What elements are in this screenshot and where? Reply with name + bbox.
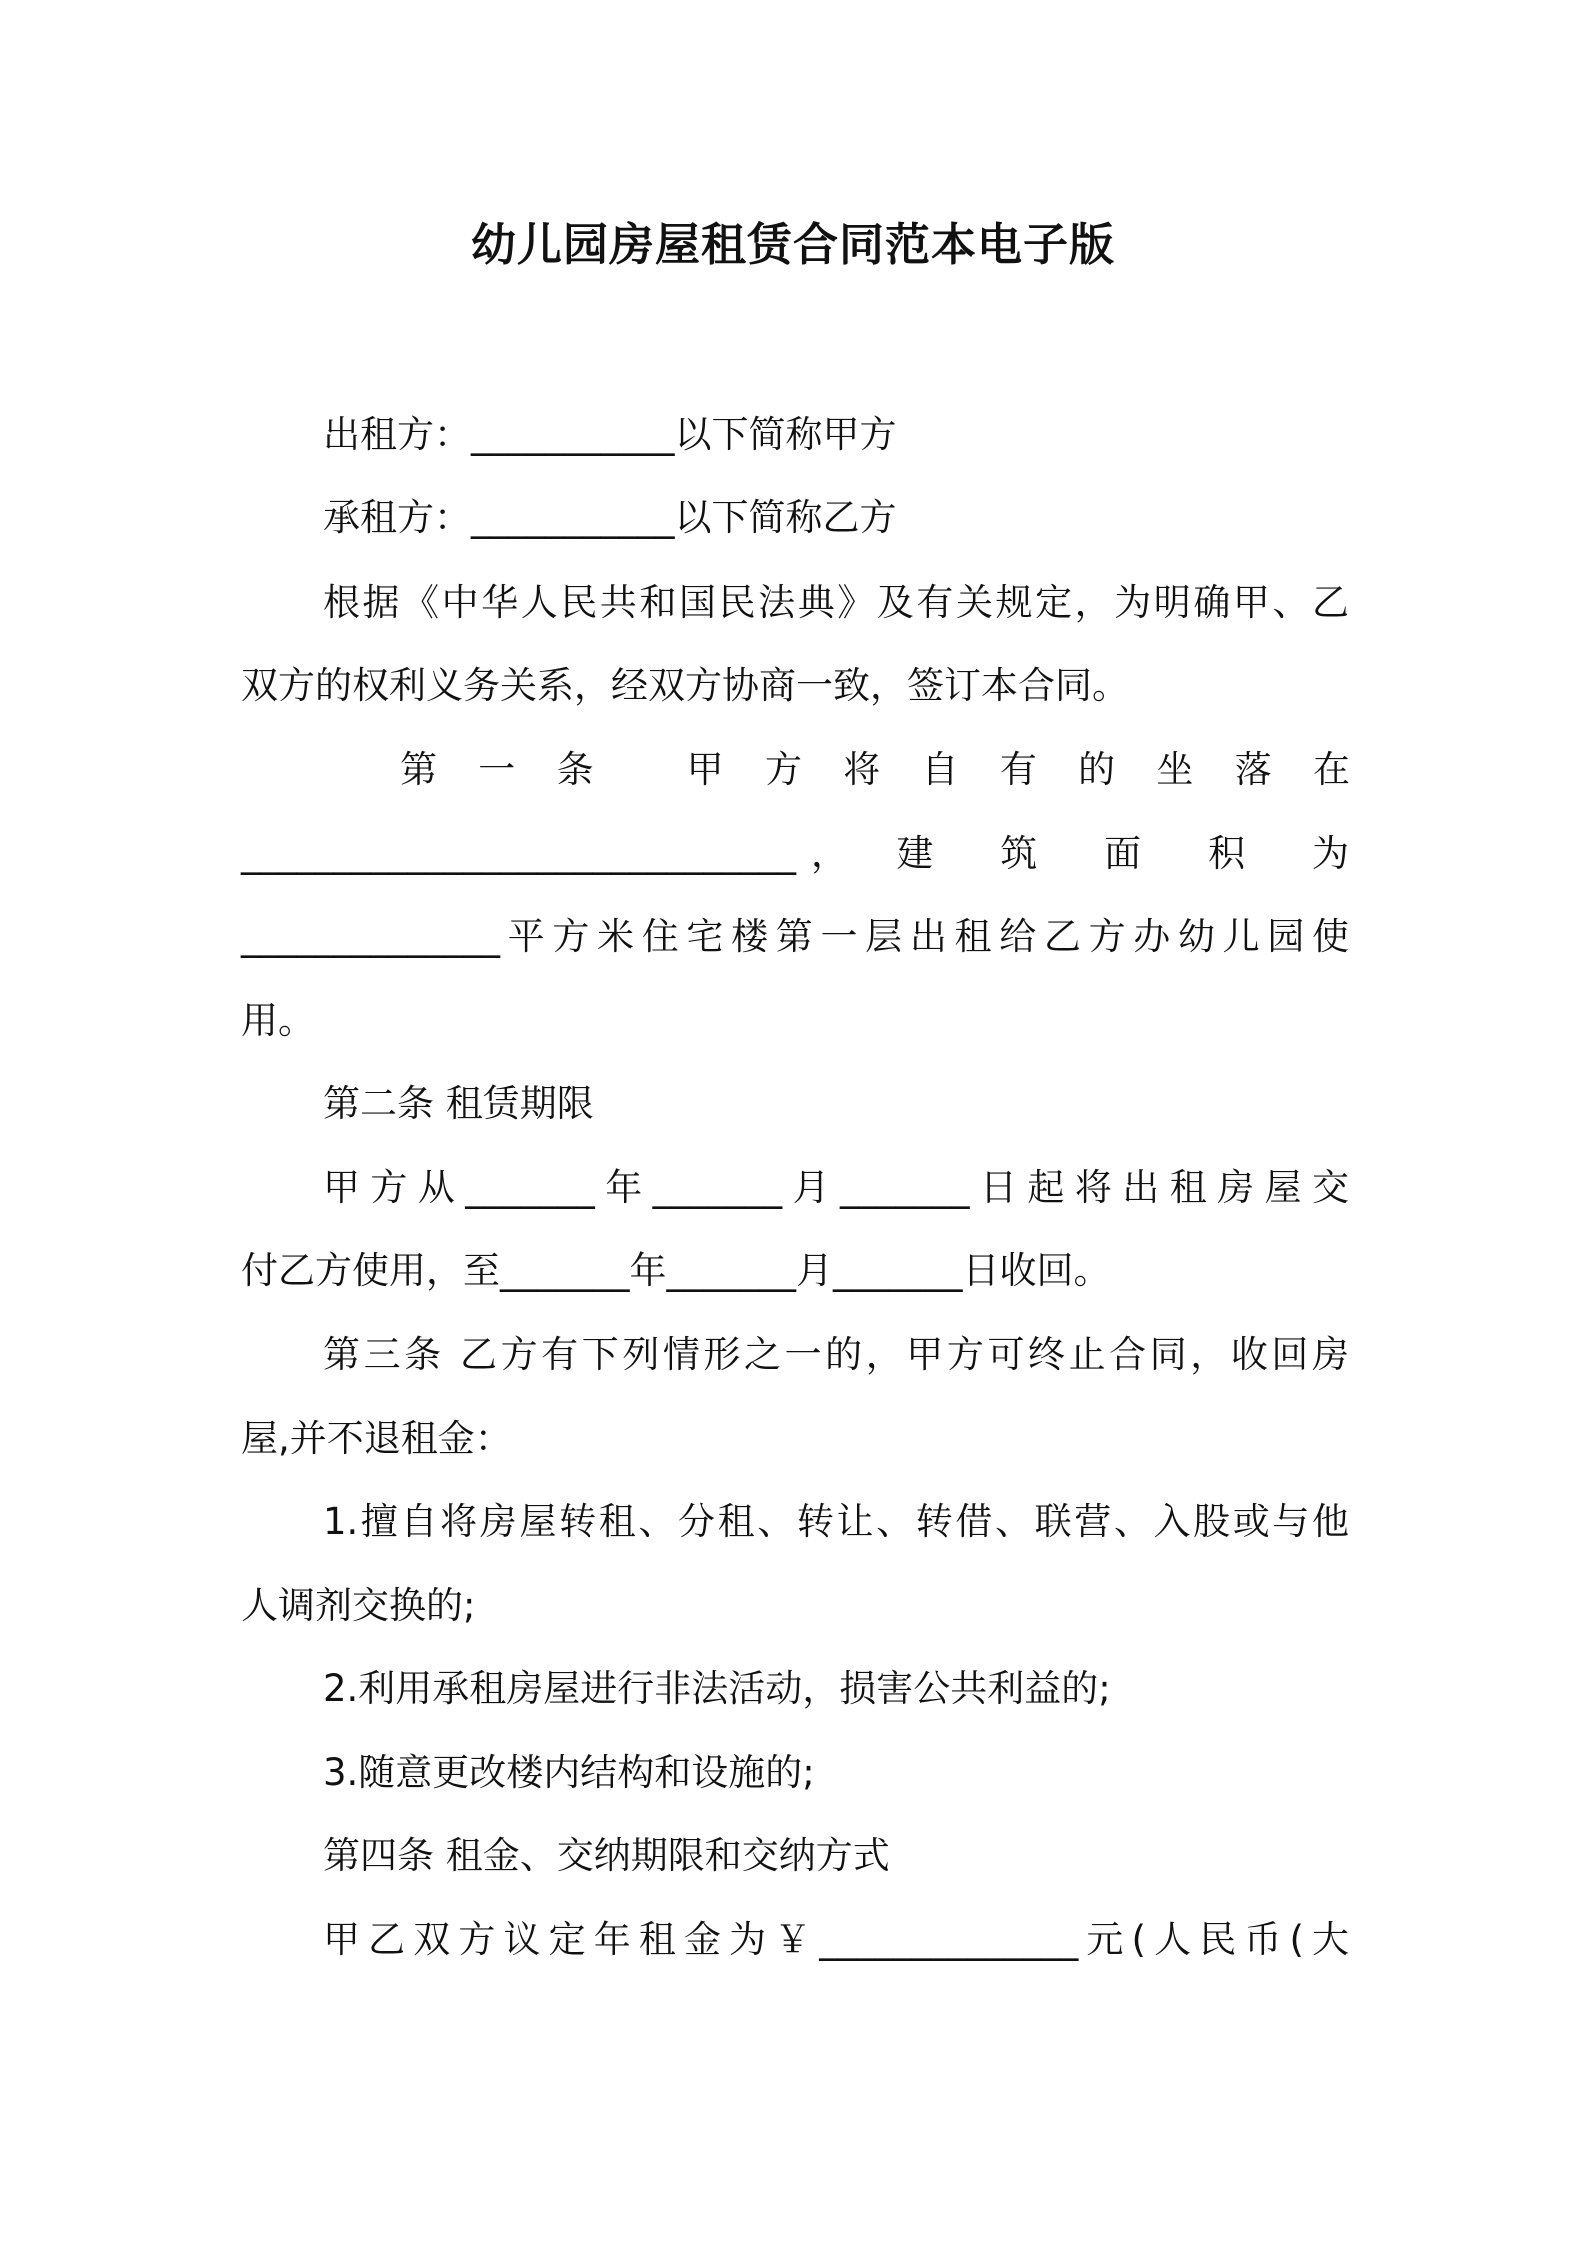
- clause-2: 2.利用承租房屋进行非法活动，损害公共利益的;: [323, 1667, 1111, 1710]
- document-title: 幼儿园房屋租赁合同范本电子版: [470, 218, 1115, 271]
- article-2-heading: 第二条 租赁期限: [323, 1082, 594, 1125]
- article-2-line-1: 甲方从_______年_______月_______日起将出租房屋交: [323, 1166, 1349, 1209]
- preamble-line-1: 根据《中华人民共和国民法典》及有关规定，为明确甲、乙: [323, 581, 1349, 624]
- article-1-line-2: ______________________________， 建 筑 面 积 为: [241, 832, 1349, 875]
- article-1-line-3: ______________平方米住宅楼第一层出租给乙方办幼儿园使: [241, 915, 1349, 958]
- lessor-line: 出租方：___________以下简称甲方: [323, 413, 897, 456]
- article-1-line-4: 用。: [241, 999, 315, 1042]
- lessee-line: 承租方：___________以下简称乙方: [323, 496, 897, 539]
- article-4-heading: 第四条 租金、交纳期限和交纳方式: [323, 1834, 890, 1877]
- article-2-line-2: 付乙方使用，至_______年_______月_______日收回。: [241, 1249, 1111, 1292]
- article-4-line-1: 甲乙双方议定年租金为￥______________元(人民币(大: [323, 1918, 1349, 1961]
- article-3-line-1: 第三条 乙方有下列情形之一的，甲方可终止合同，收回房: [323, 1333, 1349, 1376]
- clause-3: 3.随意更改楼内结构和设施的;: [323, 1751, 815, 1794]
- clause-1-line-1: 1.擅自将房屋转租、分租、转让、转借、联营、入股或与他: [323, 1500, 1349, 1543]
- article-3-line-2: 屋,并不退租金：: [241, 1417, 512, 1460]
- preamble-line-2: 双方的权利义务关系，经双方协商一致，签订本合同。: [241, 664, 1129, 707]
- clause-1-line-2: 人调剂交换的;: [241, 1584, 476, 1627]
- article-1-line-1: 第 一 条 甲 方 将 自 有 的 坐 落 在: [400, 748, 1350, 791]
